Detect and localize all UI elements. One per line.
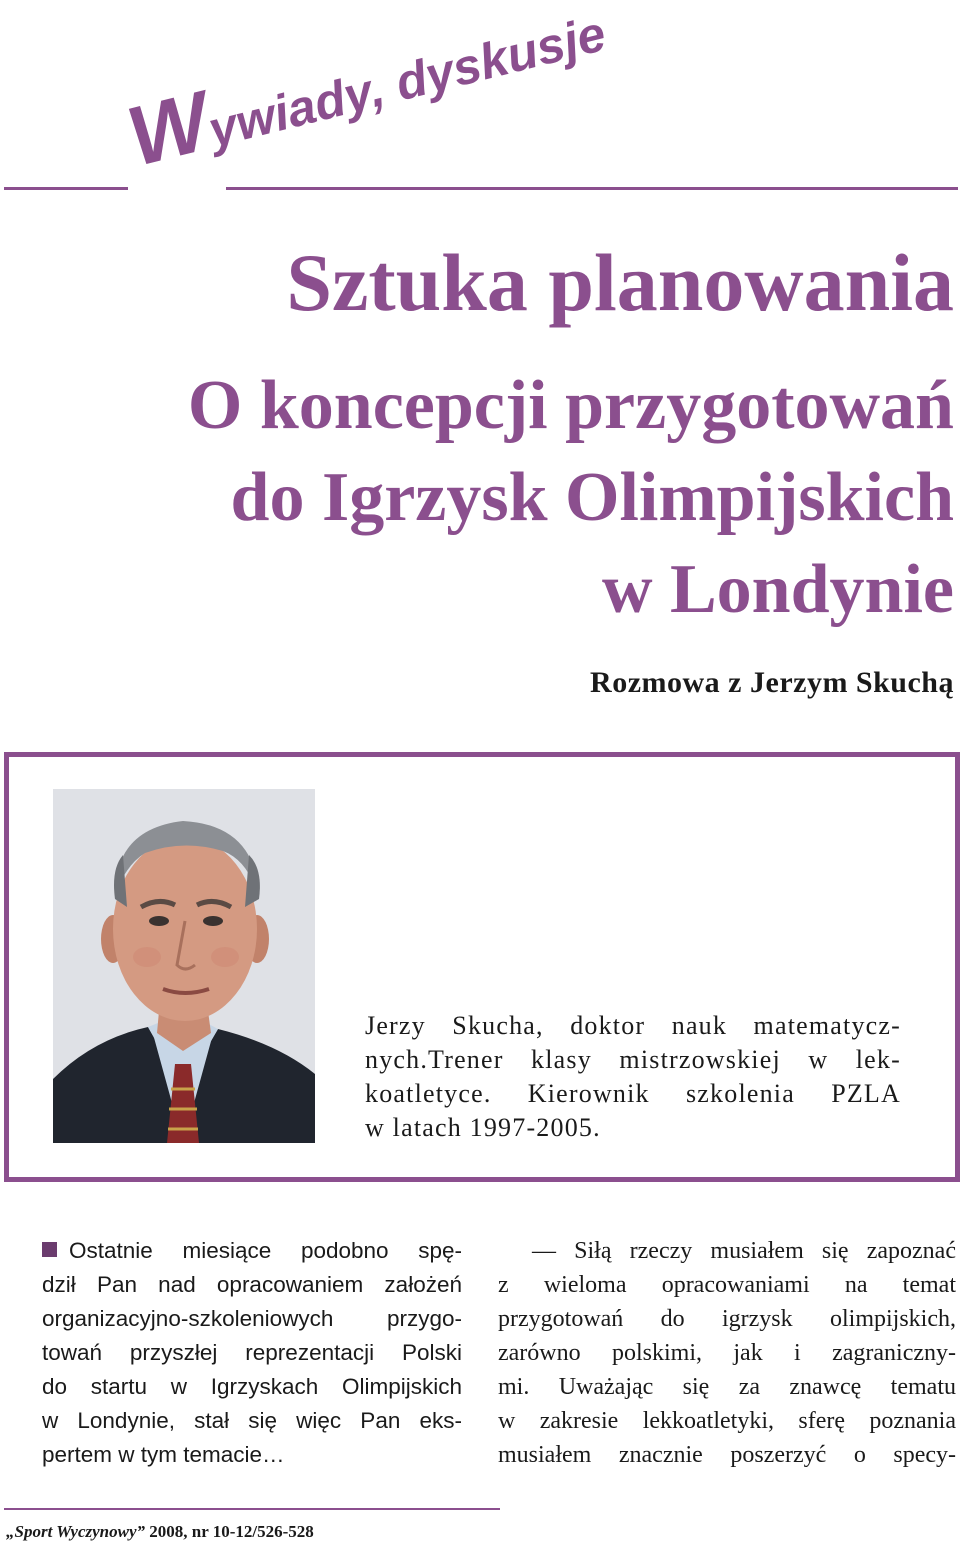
answer-line: z wieloma opracowaniami na temat: [498, 1272, 956, 1298]
subtitle-line: do Igrzysk Olimpijskich: [230, 459, 954, 536]
article-subtitle: [188, 360, 954, 636]
answer-line: w zakresie lekkoatletyki, sferę poznania: [498, 1408, 956, 1434]
question-line: Ostatnie miesiące podobno spę-: [69, 1238, 462, 1263]
question-line: towań przyszłej reprezentacji Polski: [42, 1340, 462, 1365]
answer-line: przygotowań do igrzysk olimpijskich,: [498, 1306, 956, 1332]
subtitle-line: O koncepcji przygotowań: [187, 367, 954, 444]
answer-line: musiałem znacznie poszerzyć o specy-: [498, 1442, 956, 1468]
question-line: w Londynie, stał się więc Pan eks-: [42, 1408, 462, 1433]
section-rule-right: [226, 187, 958, 190]
question-line: do startu w Igrzyskach Olimpijskich: [42, 1374, 462, 1399]
section-title-rest: ywiady, dyskusje: [202, 5, 612, 158]
article-title: Sztuka planowania: [286, 237, 954, 328]
section-title: [118, 0, 612, 184]
subtitle-line: w Londynie: [601, 551, 954, 628]
bullet-square-icon: [42, 1242, 57, 1257]
footer-citation: [6, 1522, 314, 1542]
footer-rule: [4, 1508, 500, 1510]
answer-line: — Siłą rzeczy musiałem się zapoznać: [532, 1238, 956, 1264]
bio-line: koatletyce. Kierownik szkolenia PZLA: [365, 1079, 901, 1108]
answer-line: zarówno polskimi, jak i zagraniczny-: [498, 1340, 956, 1366]
section-rule-left: [4, 187, 128, 190]
question-line: dził Pan nad opracowaniem założeń: [42, 1272, 462, 1297]
bio-line: w latach 1997-2005.: [365, 1113, 601, 1142]
journal-name: „Sport Wyczynowy”: [6, 1522, 146, 1541]
answer-column: [498, 1234, 956, 1472]
question-line: organizacyjno-szkoleniowych przygo-: [42, 1306, 462, 1331]
bio-line: nych.Trener klasy mistrzowskiej w lek-: [365, 1045, 901, 1074]
bio-line: Jerzy Skucha, doktor nauk matematycz-: [365, 1011, 901, 1040]
bio-text: [365, 1009, 901, 1145]
portrait-photo: [53, 789, 315, 1143]
answer-line: mi. Uważając się za znawcę tematu: [498, 1374, 956, 1400]
journal-issue: 2008, nr 10-12/526-528: [145, 1522, 314, 1541]
section-title-initial: W: [118, 73, 219, 184]
question-column: [42, 1234, 462, 1472]
article-byline: Rozmowa z Jerzym Skuchą: [590, 666, 954, 699]
bio-box: [4, 752, 960, 1182]
question-line: pertem w tym temacie…: [42, 1442, 285, 1467]
portrait-illustration: [53, 789, 315, 1143]
